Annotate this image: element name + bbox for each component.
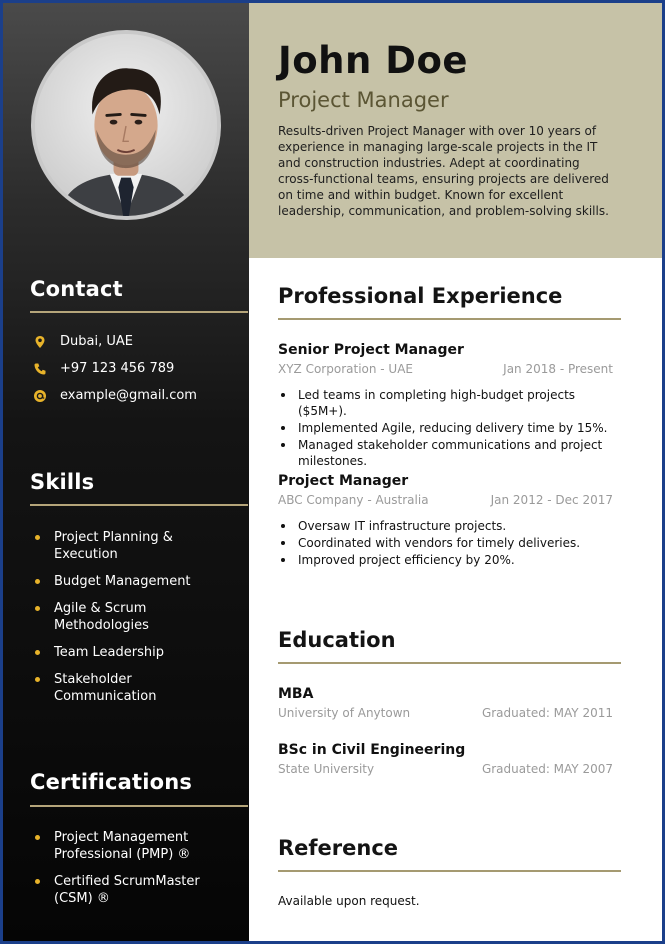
certification-item: Project Management Professional (PMP) ®: [33, 829, 233, 863]
profile-summary: Results-driven Project Manager with over 10 years of experience in managing large-scale projects in the IT and construction industries. Adept at coordinating cross-functional teams, ensuring projects are delivered on time and within budget. Known for excellent leadership, communication, and problem-solving skills.: [278, 124, 609, 218]
degree-1-graduated: Graduated: MAY 2011: [481, 706, 613, 720]
skills-divider: [30, 504, 248, 506]
profile-photo: [31, 30, 221, 220]
skill-item: Team Leadership: [33, 644, 233, 661]
skill-item: Budget Management: [33, 573, 233, 590]
degree-2-meta: [278, 762, 613, 776]
list-item: Led teams in completing high-budget projects ($5M+).: [278, 387, 613, 419]
phone-icon: [33, 362, 47, 376]
job-1-title: Senior Project Manager: [278, 342, 464, 358]
list-item: Oversaw IT infrastructure projects.: [278, 518, 613, 534]
reference-text: Available upon request.: [278, 894, 420, 908]
contact-phone[interactable]: [33, 361, 174, 376]
contact-location: [33, 334, 133, 349]
list-item: Coordinated with vendors for timely deliveries.: [278, 535, 613, 551]
resume-page: [3, 3, 662, 941]
contact-location-text: Dubai, UAE: [60, 334, 133, 349]
degree-2-school: State University: [278, 762, 375, 776]
list-item: Managed stakeholder communications and project milestones.: [278, 437, 613, 469]
skills-list: [33, 529, 233, 705]
list-item: Improved project efficiency by 20%.: [278, 552, 613, 568]
contact-phone-text: +97 123 456 789: [60, 361, 175, 376]
contact-divider: [30, 311, 248, 313]
education-divider: [278, 662, 621, 664]
contact-email[interactable]: [33, 388, 197, 403]
degree-1-title: MBA: [278, 686, 314, 702]
skill-item: Project Planning & Execution: [33, 529, 233, 563]
job-2-bullets: [278, 518, 613, 569]
at-sign-icon: [33, 389, 47, 403]
job-1-meta: [278, 362, 613, 376]
reference-divider: [278, 870, 621, 872]
certifications-heading: Certifications: [30, 770, 193, 794]
degree-2-graduated: Graduated: MAY 2007: [481, 762, 613, 776]
certification-item: Certified ScrumMaster (CSM) ®: [33, 873, 233, 907]
degree-1-school: University of Anytown: [278, 706, 411, 720]
person-name: John Doe: [278, 39, 468, 82]
degree-1-meta: [278, 706, 613, 720]
job-2-title: Project Manager: [278, 473, 409, 489]
job-title: Project Manager: [278, 88, 449, 112]
skills-heading: Skills: [30, 470, 95, 494]
job-1-company: XYZ Corporation - UAE: [278, 362, 414, 376]
certifications-list: [33, 829, 233, 907]
experience-divider: [278, 318, 621, 320]
avatar-portrait-icon: [35, 34, 217, 216]
job-2-meta: [278, 493, 613, 507]
job-2-dates: Jan 2012 - Dec 2017: [490, 493, 613, 507]
sidebar: [3, 3, 249, 941]
skill-item: Stakeholder Communication: [33, 671, 233, 705]
job-1-bullets: [278, 387, 613, 470]
degree-2-title: BSc in Civil Engineering: [278, 742, 466, 758]
list-item: Implemented Agile, reducing delivery time by 15%.: [278, 420, 613, 436]
reference-heading: Reference: [278, 836, 399, 860]
skill-item: Agile & Scrum Methodologies: [33, 600, 233, 634]
location-pin-icon: [33, 335, 47, 349]
certifications-divider: [30, 805, 248, 807]
experience-heading: Professional Experience: [278, 284, 563, 308]
contact-heading: Contact: [30, 277, 123, 301]
contact-email-text: example@gmail.com: [60, 388, 197, 403]
job-1-dates: Jan 2018 - Present: [503, 362, 613, 376]
education-heading: Education: [278, 628, 396, 652]
job-2-company: ABC Company - Australia: [278, 493, 429, 507]
